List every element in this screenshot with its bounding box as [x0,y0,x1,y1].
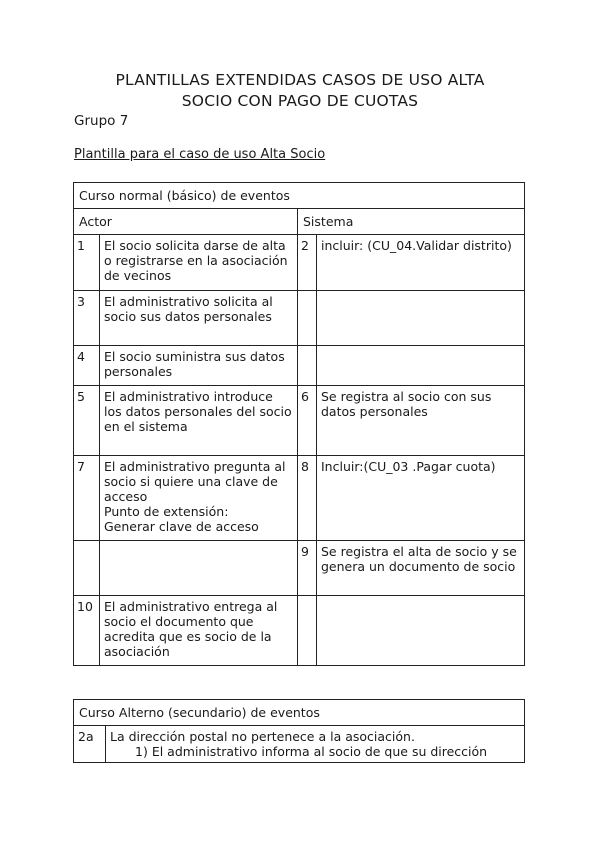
substep-number: 1) [135,744,148,759]
system-step-number [298,596,317,666]
actor-step-number: 1 [74,235,100,291]
normal-flow-table [73,182,525,666]
extension-point-value: Generar clave de acceso [104,519,259,534]
table-row [74,346,525,386]
alternate-flow-header: Curso Alterno (secundario) de eventos [74,700,525,726]
actor-step-number: 5 [74,386,100,456]
actor-column-header: Actor [74,209,298,235]
system-step-number: 9 [298,541,317,596]
table-row [74,596,525,666]
system-step-text: Se registra el alta de socio y se genera un documento de socio [317,541,525,596]
title-line-1: PLANTILLAS EXTENDIDAS CASOS DE USO ALTA [115,71,485,89]
table-row [74,541,525,596]
alternate-step-text: La dirección postal no pertenece a la asociación. [110,729,415,744]
actor-step-text: El administrativo solicita al socio sus datos personales [100,291,298,346]
alternate-substep [110,744,520,759]
system-step-text: Se registra al socio con sus datos personales [317,386,525,456]
system-step-text [317,346,525,386]
normal-flow-header: Curso normal (básico) de eventos [74,183,525,209]
system-step-number: 2 [298,235,317,291]
alternate-step-cell [106,726,525,763]
system-step-text [317,596,525,666]
actor-step-number [74,541,100,596]
actor-step-cell [100,456,298,541]
table-row [74,386,525,456]
title-line-2: SOCIO CON PAGO DE CUOTAS [181,92,419,110]
actor-step-number: 10 [74,596,100,666]
substep-text: El administrativo informa al socio de que su dirección [151,744,488,759]
table-row [74,726,525,763]
system-step-number: 6 [298,386,317,456]
system-column-header: Sistema [298,209,525,235]
actor-step-text: El administrativo pregunta al socio si quiere una clave de acceso [104,459,286,504]
system-step-text [317,291,525,346]
actor-step-text: El administrativo entrega al socio el documento que acredita que es socio de la asociación [100,596,298,666]
system-step-text: incluir: (CU_04.Validar distrito) [317,235,525,291]
system-step-number: 8 [298,456,317,541]
actor-step-text: El socio suministra sus datos personales [100,346,298,386]
section-subtitle: Plantilla para el caso de uso Alta Socio [74,147,326,162]
actor-step-text: El socio solicita darse de alta o registrarse en la asociación de vecinos [100,235,298,291]
system-step-text: Incluir:(CU_03 .Pagar cuota) [317,456,525,541]
actor-step-number: 4 [74,346,100,386]
table-row [74,235,525,291]
actor-step-text: El administrativo introduce los datos personales del socio en el sistema [100,386,298,456]
system-step-number [298,291,317,346]
alternate-step-id: 2a [74,726,106,763]
actor-step-text [100,541,298,596]
alternate-flow-table [73,699,525,763]
actor-step-number: 7 [74,456,100,541]
group-label: Grupo 7 [74,113,129,129]
system-step-number [298,346,317,386]
table-row [74,291,525,346]
actor-step-number: 3 [74,291,100,346]
extension-point-label: Punto de extensión: [104,504,229,519]
document-title [0,70,600,112]
table-row [74,456,525,541]
